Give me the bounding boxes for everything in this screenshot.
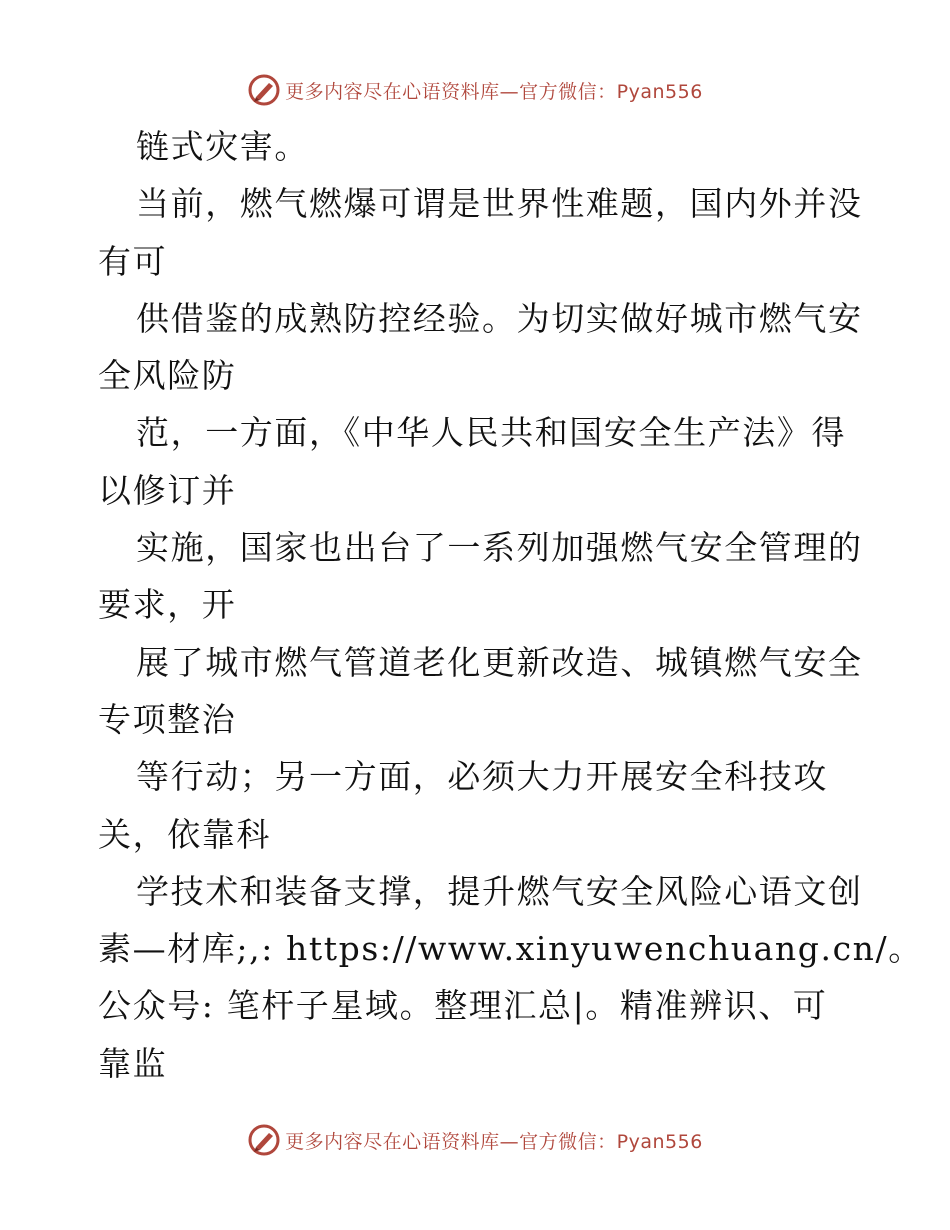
watermark-text: 更多内容尽在心语资料库—官方微信：Pyan556 bbox=[285, 1130, 703, 1153]
text-line: 以修订并 bbox=[98, 470, 237, 510]
text-line: 有可 bbox=[98, 241, 168, 281]
text-line: 素—材库;,: https://www.xinyuwenchuang.cn/。 bbox=[98, 929, 923, 969]
text-line: 链式灾害。 bbox=[136, 127, 309, 166]
watermark-text: 更多内容尽在心语资料库—官方微信：Pyan556 bbox=[285, 80, 703, 103]
text-line: 当前，燃气燃爆可谓是世界性难题，国内外并没 bbox=[136, 184, 863, 224]
text-line: 展了城市燃气管道老化更新改造、城镇燃气安全 bbox=[136, 642, 863, 682]
text-line: 等行动；另一方面，必须大力开展安全科技攻 bbox=[136, 757, 828, 797]
text-line: 关，依靠科 bbox=[98, 814, 271, 854]
text-line: 实施，国家也出台了一系列加强燃气安全管理的 bbox=[136, 528, 863, 568]
text-line: 靠监 bbox=[98, 1043, 168, 1083]
text-line: 全风险防 bbox=[98, 356, 237, 396]
footer-watermark bbox=[0, 1120, 950, 1160]
text-line: 公众号: 笔杆子星域。整理汇总|。精准辨识、可 bbox=[98, 986, 828, 1026]
text-line: 供借鉴的成熟防控经验。为切实做好城市燃气安 bbox=[136, 298, 863, 338]
header-watermark bbox=[0, 70, 950, 110]
text-line: 学技术和装备支撑，提升燃气安全风险心语文创 bbox=[136, 871, 863, 911]
document-body bbox=[98, 118, 923, 1092]
pen-logo-icon bbox=[247, 73, 281, 107]
pen-logo-icon bbox=[247, 1123, 281, 1157]
text-line: 要求，开 bbox=[98, 585, 237, 625]
text-line: 专项整治 bbox=[98, 699, 237, 739]
text-line: 范，一方面，《中华人民共和国安全生产法》得 bbox=[136, 413, 847, 453]
